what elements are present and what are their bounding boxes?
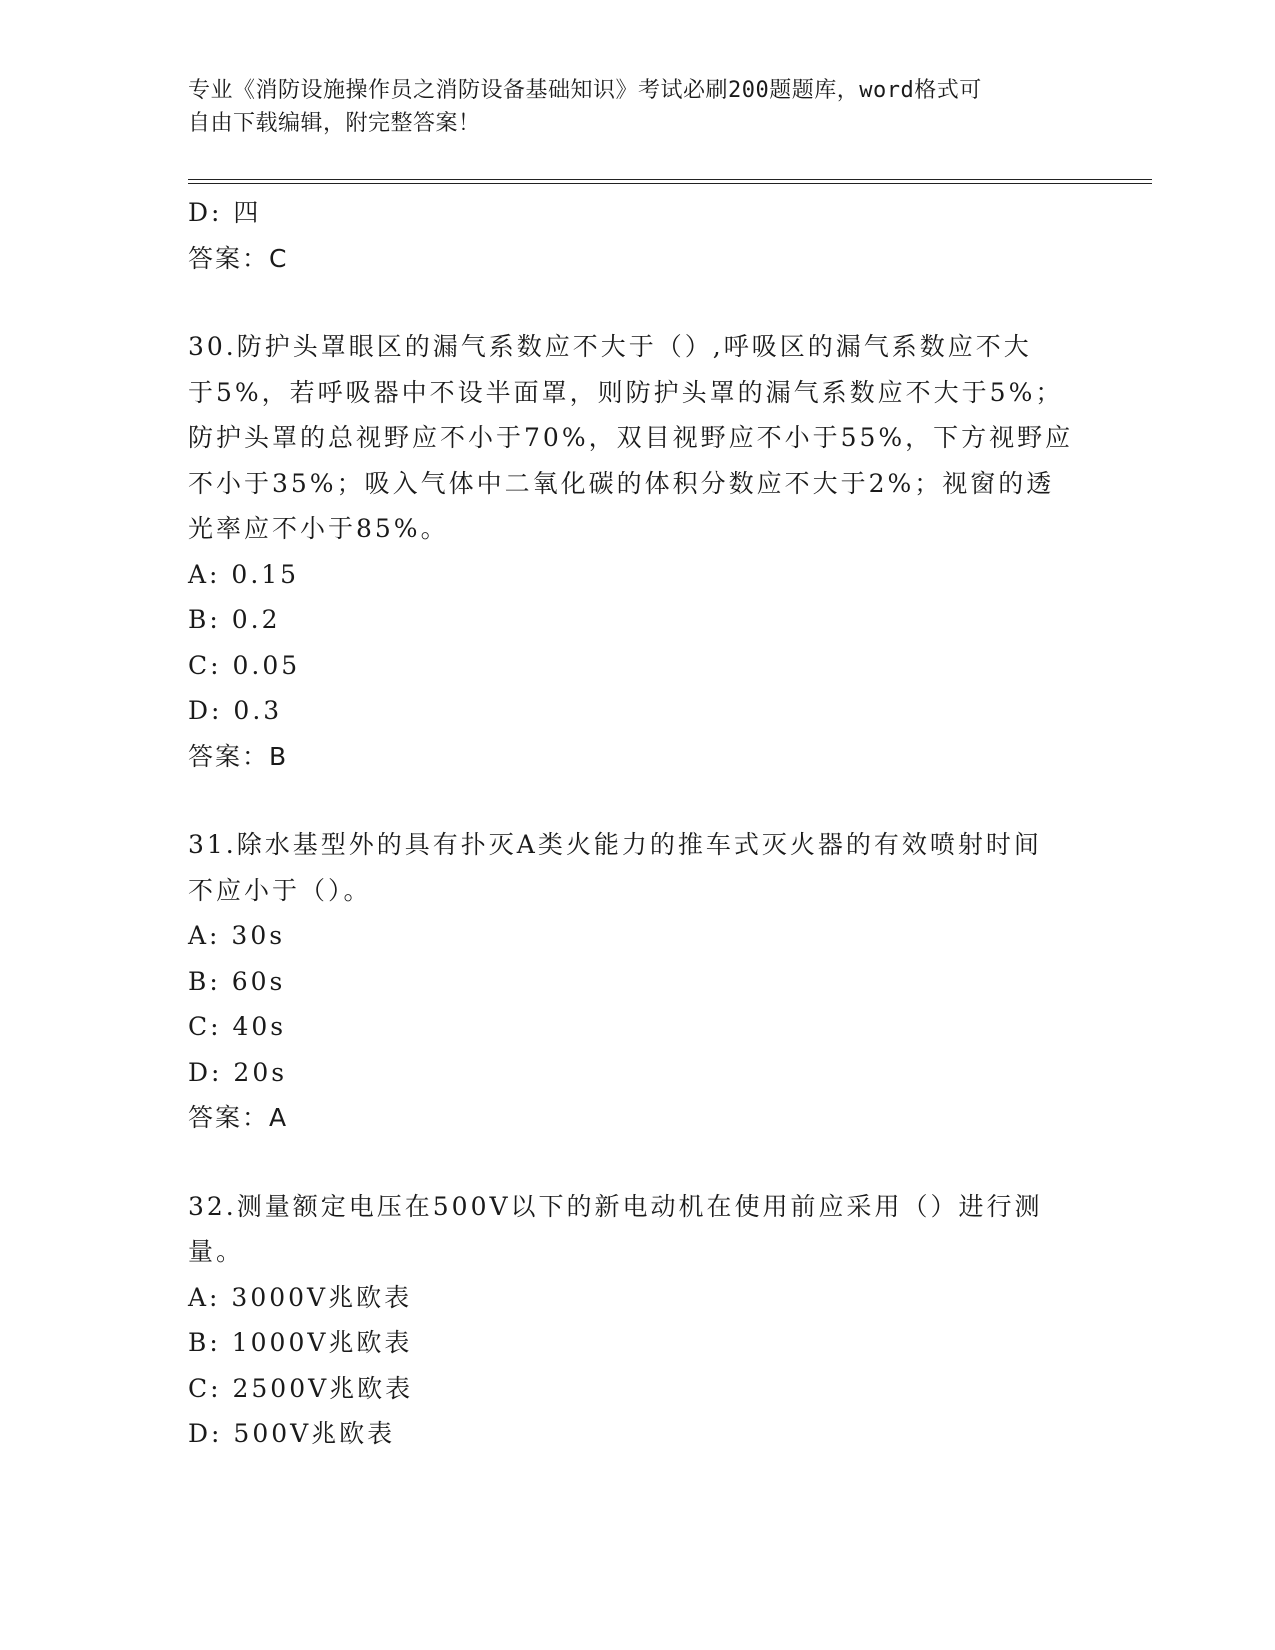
option-d: D: 四: [188, 198, 262, 227]
spacer: [188, 779, 1078, 822]
stem-line: 防护头罩的总视野应不小于70%，双目视野应不小于55%，下方视野应: [188, 423, 1074, 452]
question-31: [188, 822, 1078, 1141]
answer-line: 答案：B: [188, 741, 289, 771]
stem-line: 31.除水基型外的具有扑灭A类火能力的推车式灭火器的有效喷射时间: [188, 830, 1042, 859]
option-b: B: 1000V兆欧表: [188, 1328, 413, 1357]
header-rule-bottom: [188, 183, 1152, 184]
spacer: [188, 1141, 1078, 1184]
stem-line: 量。: [188, 1237, 245, 1266]
option-d: D: 0.3: [188, 696, 283, 725]
header-title-line-1: 专业《消防设施操作员之消防设备基础知识》考试必刷200题题库，word格式可: [188, 78, 982, 103]
question-stem: [188, 822, 1078, 913]
option-a: A: 0.15: [188, 559, 300, 589]
header-rule-top: [188, 179, 1152, 180]
question-32: [188, 1184, 1078, 1457]
stem-line: 30.防护头罩眼区的漏气系数应不大于（）,呼吸区的漏气系数应不大: [188, 332, 1032, 361]
answer-line: 答案：C: [188, 243, 289, 273]
option-c: C: 2500V兆欧表: [188, 1373, 414, 1403]
option-d: D: 500V兆欧表: [188, 1419, 396, 1448]
question-stem: [188, 1184, 1078, 1275]
document-header: [188, 74, 1068, 140]
option-c: C: 40s: [188, 1012, 287, 1041]
option-a: A: 30s: [188, 921, 286, 950]
option-b: B: 60s: [188, 966, 286, 996]
option-a: A: 3000V兆欧表: [188, 1282, 413, 1312]
spacer: [188, 281, 1078, 324]
header-title-line-2: 自由下载编辑，附完整答案！: [188, 111, 481, 136]
stem-line: 不小于35%；吸入气体中二氧化碳的体积分数应不大于2%；视窗的透: [188, 468, 1055, 498]
stem-line: 不应小于（）。: [188, 875, 372, 905]
stem-line: 于5%，若呼吸器中不设半面罩，则防护头罩的漏气系数应不大于5%；: [188, 377, 1064, 407]
option-c: C: 0.05: [188, 650, 301, 680]
stem-line: 32.测量额定电压在500V以下的新电动机在使用前应采用（）进行测: [188, 1191, 1043, 1221]
question-30: [188, 324, 1078, 779]
option-b: B: 0.2: [188, 605, 281, 634]
previous-question-tail: [188, 190, 1078, 281]
question-stem: [188, 324, 1078, 552]
document-body: [188, 190, 1078, 1457]
answer-line: 答案：A: [188, 1103, 289, 1132]
option-d: D: 20s: [188, 1057, 288, 1087]
stem-line: 光率应不小于85%。: [188, 514, 449, 543]
